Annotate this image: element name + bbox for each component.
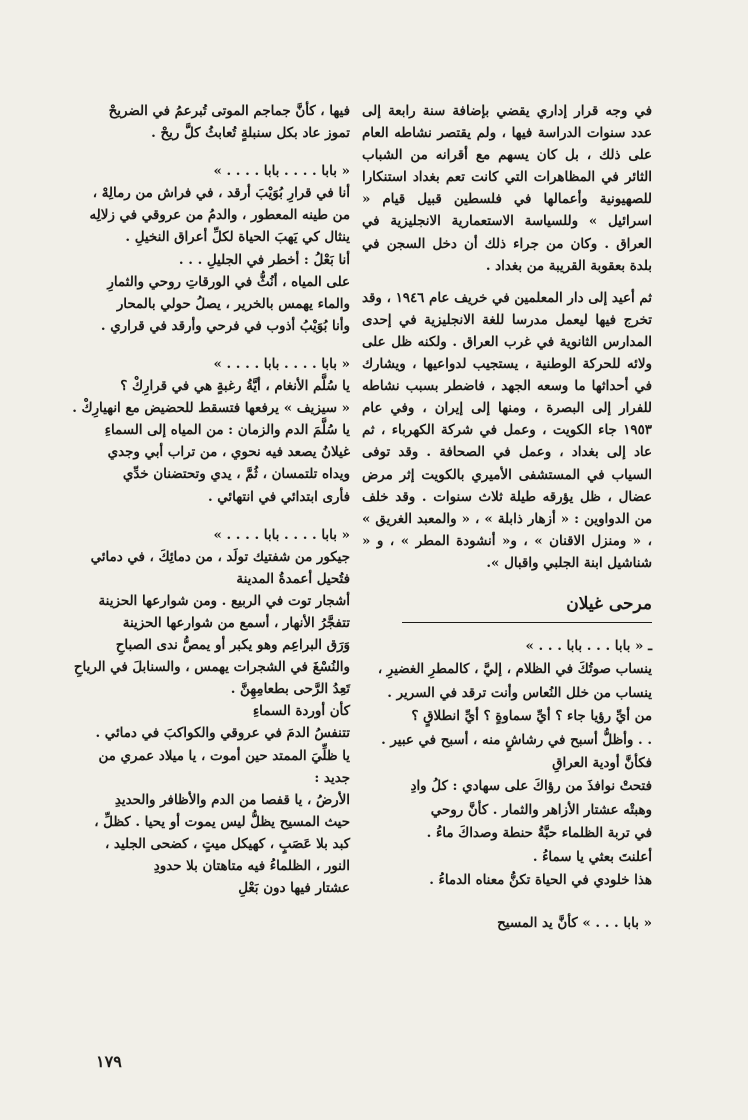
poem-line: غيلانُ يصعد فيه نحوي ، من تراب أبي وجدي xyxy=(107,444,350,461)
poem-line: فيها ، كأنَّ جماجم الموتى تُبرعمُ في الضريحْ xyxy=(108,103,350,119)
poem-line: من أيِّ رؤيا جاء ؟ أيِّ سماوةٍ ؟ أيِّ انطلاقٍ ؟ xyxy=(411,708,652,725)
left-column xyxy=(54,100,350,913)
poem-block-right xyxy=(362,635,652,936)
poem-line: على المياه ، أنُثُّ في الورقاتِ روحي والثمارِ xyxy=(107,273,350,290)
poem-line: وهبتْه عشتار الأزاهر والثمار . كأنَّ روحي xyxy=(430,801,652,818)
poem-line: والماء يهمس بالخرير ، يصلُ حولي بالمحار xyxy=(116,295,350,312)
poem-line: وأنا بُوَيْبُ أذوب في فرحي وأرقد في قراري . xyxy=(100,317,350,334)
poem-line: « بابا . . . . بابا . . . . » xyxy=(213,163,350,180)
poem-line: أعلنتَ بعثي يا سماءُ . xyxy=(532,848,652,865)
poem-line: يا سُلَّم الأنغام ، أيَّةُ رغبةٍ هي في قرارِكْ ؟ xyxy=(120,378,350,395)
poem-line: أنا في قرارِ بُوَيْبَ أرقد ، في فراش من رمالِهْ ، xyxy=(92,185,350,202)
poem-line-final: « بابا . . . » كأنَّ يد المسيح xyxy=(497,915,652,932)
page-number: ١٧٩ xyxy=(96,1052,122,1071)
prose-block xyxy=(362,100,652,574)
poem-line: الأرضُ ، يا قفصا من الدم والأظافر والحديدِ xyxy=(114,791,350,808)
stanza-3 xyxy=(54,353,350,508)
stanza-2 xyxy=(54,160,350,337)
poem-line: فكأنَّ أودية العراقِ xyxy=(552,755,652,771)
poem-line: عشتار فيها دون بَعْلِ xyxy=(238,880,350,897)
stanza-1 xyxy=(54,100,350,144)
poem-line: يا ظلِّيَ الممتد حين أموت ، يا ميلاد عمري من xyxy=(98,747,350,764)
poem-line: . . وأظلُّ أسبح في رشاشٍ منه ، أسبح في عبير . xyxy=(381,731,652,748)
poem-line: تَعِدُ الرَّحى بطعامِهِنَّ . xyxy=(230,681,350,698)
poem-line: فتحتْ نوافذَ من رؤاكَ على سهادي : كلُ وادِ xyxy=(410,778,652,795)
poem-line: « بابا . . . . بابا . . . . » xyxy=(213,526,350,543)
poem-line: كبد بلا عَصَبٍ ، كهيكل ميتٍ ، كضحى الجليد ، xyxy=(104,835,350,852)
paragraph-2: ثم أعيد إلى دار المعلمين في خريف عام ١٩٤٦ ، وقد تخرج فيها ليعمل مدرسا للغة الانجليزية في إحدى المدارس الثانوية في غرب العراق . ولكنه ظل على ولائه للحركة الوطنية ، يستجيب لدواعيها ، ويشارك في أحداثها ما وسعه الجهد ، فاضطر بسبب نشاطه للفرار إلى البصرة ، ومنها إلى إيران ، وفي عام ١٩٥٣ جاء الكويت ، وعمل في شركة الكهرباء ، ثم عاد إلى بغداد ، وعمل في الصحافة . وقد توفى السياب في المستشفى الأميري بالكويت إثر مرض عضال ، ظل يؤرقه طيلة ثلاث سنوات . وقد خلف من الدواوين : « أزهار ذابلة » ، « والمعبد الغريق » ، « ومنزل الاقنان » ، و« أنشودة المطر » ، و « شناشيل ابنة الجلبي واقبال ». xyxy=(362,289,652,571)
poem-line: والنُسْغَ في الشجرات يهمس ، والسنابلَ في الرياحِ xyxy=(73,659,350,676)
poem-line: ـ « بابا . . . بابا . . . » xyxy=(525,637,652,654)
poem-line: تتنفسُ الدمَ في عروقي والكواكبَ في دمائي . xyxy=(95,725,350,742)
stanza-4 xyxy=(54,524,350,900)
poem-line: حيث المسيح يظلُّ ليس يموت أو يحيا . كظلِّ ، xyxy=(94,813,350,830)
poem-line: فتُحيل أعمدةُ المدينة xyxy=(236,570,350,587)
poem-line: ويداه تلتمسان ، ثُمَّ ، يدي وتحتضنان خدِّي xyxy=(122,466,350,483)
poem-line: تتفجَّرُ الأنهار ، أسمع من شوارعها الحزينة xyxy=(122,614,350,631)
poem-line: ينساب من خلل النُعاس وأنت ترقد في السرير . xyxy=(387,684,652,701)
poem-line: تموز عاد بكل سنبلةٍ تُعابثُ كلَّ ريحْ . xyxy=(151,125,350,142)
section-title: مرحى غيلان xyxy=(402,592,652,623)
paragraph-1: في وجه قرار إداري يقضي بإضافة سنة رابعة إلى عدد سنوات الدراسة فيها ، ولم يقتصر نشاطه العام على ذلك ، بل كان يسهم مع أقرانه من الشباب الثائر في المظاهرات التي كانت تعم بغداد استنكارا للصهيونية وأعمالها في فلسطين قبيل قيام « اسرائيل » وللسياسة الاستعمارية الانجليزية في العراق . وكان من جراء ذلك أن دخل السجن في بلدة بعقوبة القريبة من بغداد . xyxy=(362,103,652,274)
poem-line: ينثال كي يَهبَ الحياة لكلِّ أعراق النخيلِ . xyxy=(125,229,350,246)
poem-line: فأرى ابتدائي في انتهائي . xyxy=(207,488,350,505)
poem-line: « سيزيف » يرفعها فتسقط للحضيض مع انهيارِكْ . xyxy=(72,400,350,417)
poem-line: أنا بَعْلُ : أخطر في الجليلِ . . . xyxy=(178,251,350,268)
poem-line: « بابا . . . . بابا . . . . » xyxy=(213,355,350,372)
poem-block-left xyxy=(54,100,350,899)
poem-line: في تربة الظلماء حبَّةُ حنطة وصداكَ ماءُ . xyxy=(426,825,652,842)
poem-line: جيكور من شفتيك تولَد ، من دمائِكَ ، في دمائي xyxy=(90,548,350,565)
poem-line: ينساب صوتُكَ في الظلام ، إليَّ ، كالمطرِ الغضيرِ ، xyxy=(377,661,652,678)
poem-line: هذا خلودي في الحياة تكنُّ معناه الدماءُ . xyxy=(429,872,652,889)
poem-line: كأن أوردة السماءِ xyxy=(252,703,350,720)
poem-line: من طينه المعطور ، والدمُ من عروقي في زلالِه xyxy=(89,207,350,224)
poem-line: جديد : xyxy=(314,769,350,786)
poem-line: يا سُلَّمَ الدم والزمان : من المياه إلى السماءِ xyxy=(104,422,350,439)
poem-line: وَرَق البراعِم وهو يكبر أو يمصُّ ندى الصباحِ xyxy=(115,637,350,654)
right-column xyxy=(362,100,652,936)
poem-line: أشجار توت في الربيع . ومن شوارعها الحزينة xyxy=(98,592,350,609)
poem-line: النور ، الظلماءُ فيه متاهتان بلا حدودِ xyxy=(153,858,350,874)
